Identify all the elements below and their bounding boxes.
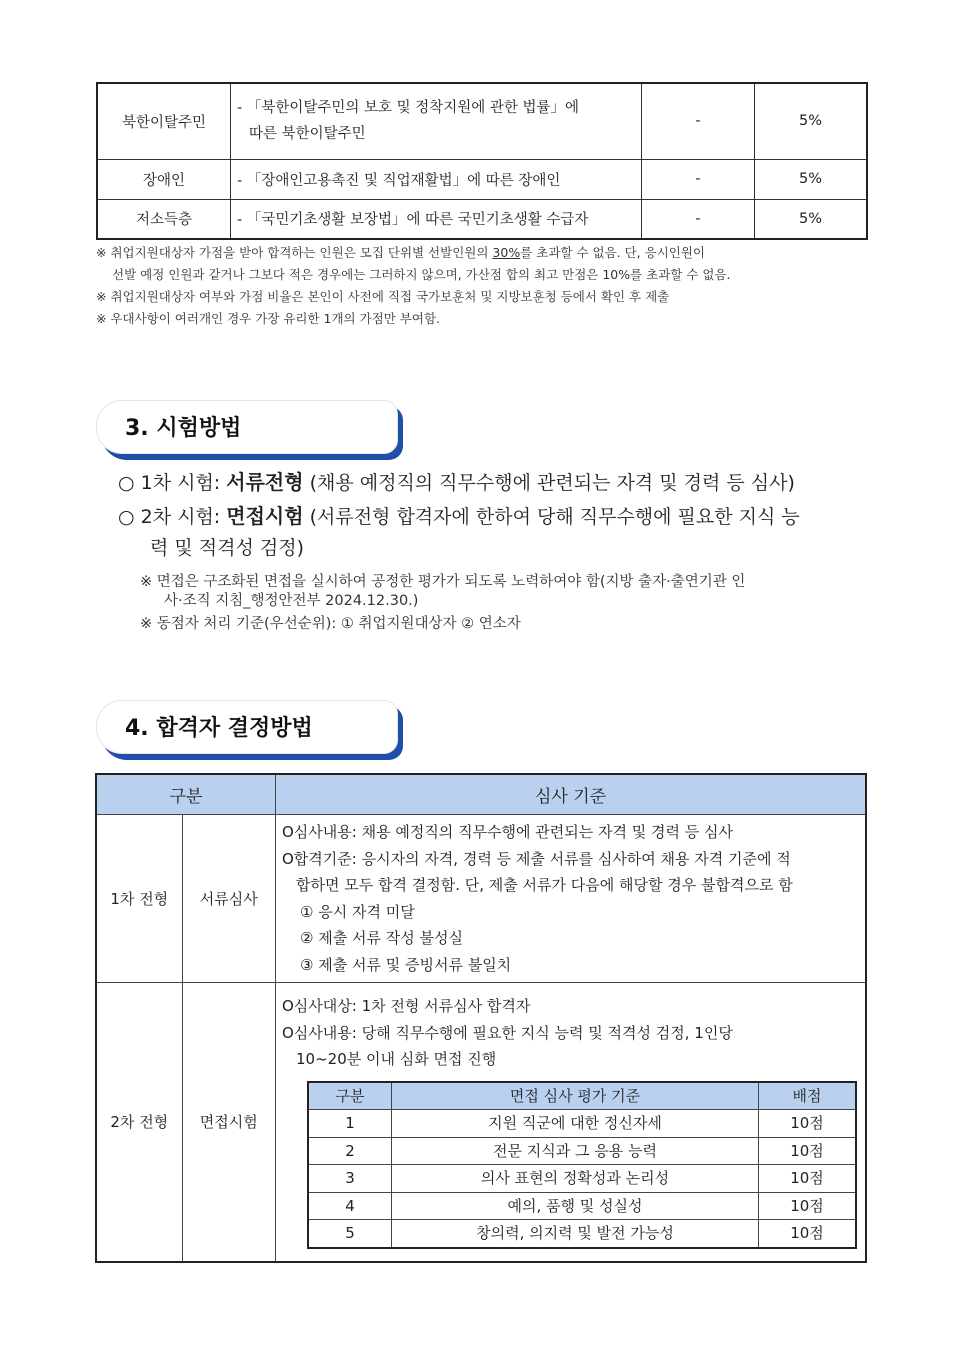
category-cell: 장애인	[97, 159, 231, 199]
criteria-line: ① 응시 자격 미달	[300, 902, 415, 921]
row-score: 10점	[759, 1192, 857, 1220]
criteria-line: ③ 제출 서류 및 증빙서류 불일치	[300, 955, 512, 974]
extra-cell: -	[642, 159, 755, 199]
section-3-header	[96, 400, 398, 454]
interview-note: ※ 면접은 구조화된 면접을 실시하여 공정한 평가가 되도록 노력하여야 함(지방 출자·출연기관 인	[140, 574, 746, 590]
criteria-line: O합격기준: 응시자의 자격, 경력 등 제출 서류를 심사하여 채용 자격 기준에 적	[282, 849, 791, 868]
table-row	[308, 1137, 856, 1165]
stage-cell: 1차 전형	[96, 815, 182, 983]
type-cell: 면접시험	[182, 983, 275, 1262]
criteria-line: O심사대상: 1차 전형 서류심사 합격자	[282, 997, 531, 1015]
basis-line: 따른 북한이탈주민	[249, 126, 366, 143]
criteria-cell	[276, 983, 867, 1262]
criteria-cell	[276, 815, 867, 983]
row-criterion: 창의력, 의지력 및 발전 가능성	[392, 1220, 759, 1248]
section-3-notes	[140, 573, 875, 634]
interview-criteria-table	[307, 1081, 857, 1249]
rate-cell: 5%	[755, 199, 868, 239]
table-row	[308, 1192, 856, 1220]
category-cell: 북한이탈주민	[97, 83, 231, 159]
rate-cell: 5%	[755, 83, 868, 159]
table-row	[308, 1110, 856, 1138]
header-category: 구분	[96, 774, 276, 815]
row-number: 2	[308, 1137, 392, 1165]
row-score: 10점	[759, 1220, 857, 1248]
note-1: ※ 취업지원대상자 가점을 받아 합격하는 인원은 모집 단위별 선발인원의 30%를 초과할 수 없음. 단, 응시인원이	[96, 245, 706, 260]
criteria-line: O심사내용: 당해 직무수행에 필요한 지식 능력 및 적격성 검정, 1인당	[282, 1023, 733, 1042]
extra-cell: -	[642, 83, 755, 159]
section-4-header	[96, 700, 398, 754]
row-criterion: 의사 표현의 정확성과 논리성	[392, 1165, 759, 1193]
extra-cell: -	[642, 199, 755, 239]
row-number: 3	[308, 1165, 392, 1193]
type-cell: 서류심사	[182, 815, 275, 983]
basis-line: - 「북한이탈주민의 보호 및 정착지원에 관한 법률」에	[237, 100, 580, 117]
note-1-cont: 선발 예정 인원과 같거나 그보다 적은 경우에는 그러하지 않으며, 가산점 합의 최고 만점은 10%를 초과할 수 없음.	[112, 267, 731, 282]
interview-note-cont: 사·조직 지침_행정안전부 2024.12.30.)	[164, 593, 419, 609]
row-criterion: 전문 지식과 그 응용 능력	[392, 1137, 759, 1165]
criteria-line: ② 제출 서류 작성 불성실	[300, 929, 463, 947]
criteria-line: 10~20분 이내 심화 면접 진행	[296, 1050, 497, 1068]
table-row	[308, 1220, 856, 1248]
criteria-line: O심사내용: 채용 예정직의 직무수행에 관련되는 자격 및 경력 등 심사	[282, 823, 734, 841]
row-number: 5	[308, 1220, 392, 1248]
row-number: 4	[308, 1192, 392, 1220]
notes-block	[96, 242, 876, 330]
exam-item-2: ○ 2차 시험: 면접시험 (서류전형 합격자에 한하여 당해 직무수행에 필요한 지식 능	[118, 504, 800, 528]
preference-table	[96, 82, 868, 240]
exam-item-1: ○ 1차 시험: 서류전형 (채용 예정직의 직무수행에 관련되는 자격 및 경력 등 심사)	[118, 470, 795, 494]
basis-cell: - 「장애인고용촉진 및 직업재활법」에 따른 장애인	[231, 159, 642, 199]
exam-item-2-cont: 력 및 적격성 검정)	[150, 537, 305, 559]
category-cell: 저소득층	[97, 199, 231, 239]
inner-header: 면접 심사 평가 기준	[392, 1082, 759, 1110]
row-score: 10점	[759, 1110, 857, 1138]
row-criterion: 예의, 품행 및 성실성	[392, 1192, 759, 1220]
stage-cell: 2차 전형	[96, 983, 182, 1262]
row-criterion: 지원 직군에 대한 정신자세	[392, 1110, 759, 1138]
selection-criteria-table	[95, 773, 867, 1263]
criteria-line: 합하면 모두 합격 결정함. 단, 제출 서류가 다음에 해당할 경우 불합격으로 함	[296, 876, 793, 894]
tie-break-note: ※ 동점자 처리 기준(우선순위): ① 취업지원대상자 ② 연소자	[140, 616, 521, 632]
rate-cell: 5%	[755, 159, 868, 199]
note-2: ※ 취업지원대상자 여부와 가점 비율은 본인이 사전에 직접 국가보훈처 및 지방보훈청 등에서 확인 후 제출	[96, 289, 670, 304]
basis-cell: - 「국민기초생활 보장법」에 따른 국민기초생활 수급자	[231, 199, 642, 239]
section-3-title: 3. 시험방법	[125, 416, 242, 441]
row-score: 10점	[759, 1165, 857, 1193]
section-4-title: 4. 합격자 결정방법	[125, 716, 313, 741]
inner-header: 배점	[759, 1082, 857, 1110]
table-row	[308, 1165, 856, 1193]
inner-header: 구분	[308, 1082, 392, 1110]
header-criteria: 심사 기준	[276, 774, 867, 815]
row-score: 10점	[759, 1137, 857, 1165]
row-number: 1	[308, 1110, 392, 1138]
basis-cell	[231, 83, 642, 159]
note-3: ※ 우대사항이 여러개인 경우 가장 유리한 1개의 가점만 부여함.	[96, 311, 440, 326]
